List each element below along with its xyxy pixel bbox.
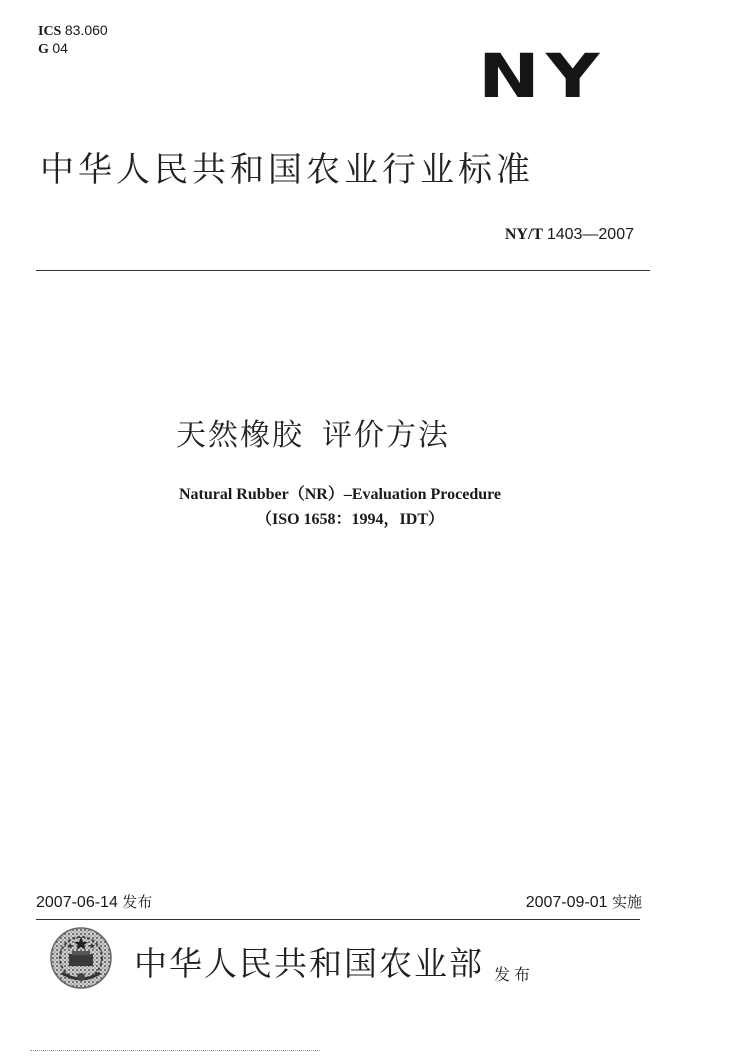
scan-edge-line	[30, 1050, 320, 1051]
standard-code	[505, 226, 634, 244]
english-title: Natural Rubber（NR）–Evaluation Procedure	[178, 486, 502, 503]
header-divider	[36, 270, 650, 271]
ics-code: ICS 83.060	[38, 22, 108, 39]
implemented-date: 2007-09-01 实施	[525, 893, 642, 911]
chinese-title	[176, 418, 450, 454]
published-date: 2007-06-14 发布	[36, 893, 153, 911]
national-emblem-icon	[48, 925, 114, 991]
classification-codes	[38, 22, 108, 58]
iso-equivalence: （ISO 1658：1994，IDT）	[255, 511, 445, 528]
footer-divider	[36, 919, 640, 920]
ministry-name: 中华人民共和国农业部	[134, 944, 484, 983]
organization-title: 中华人民共和国农业行业标准	[40, 150, 534, 190]
ccs-code: G 04	[38, 40, 68, 57]
standard-prefix: NY/T	[504, 226, 543, 243]
chinese-title-part1: 天然橡胶	[176, 418, 304, 453]
issued-label: 发布	[494, 965, 535, 984]
standard-number: 1403—2007	[546, 226, 634, 243]
chinese-title-part2: 评价方法	[322, 418, 450, 453]
ny-logo: NY	[478, 41, 606, 112]
